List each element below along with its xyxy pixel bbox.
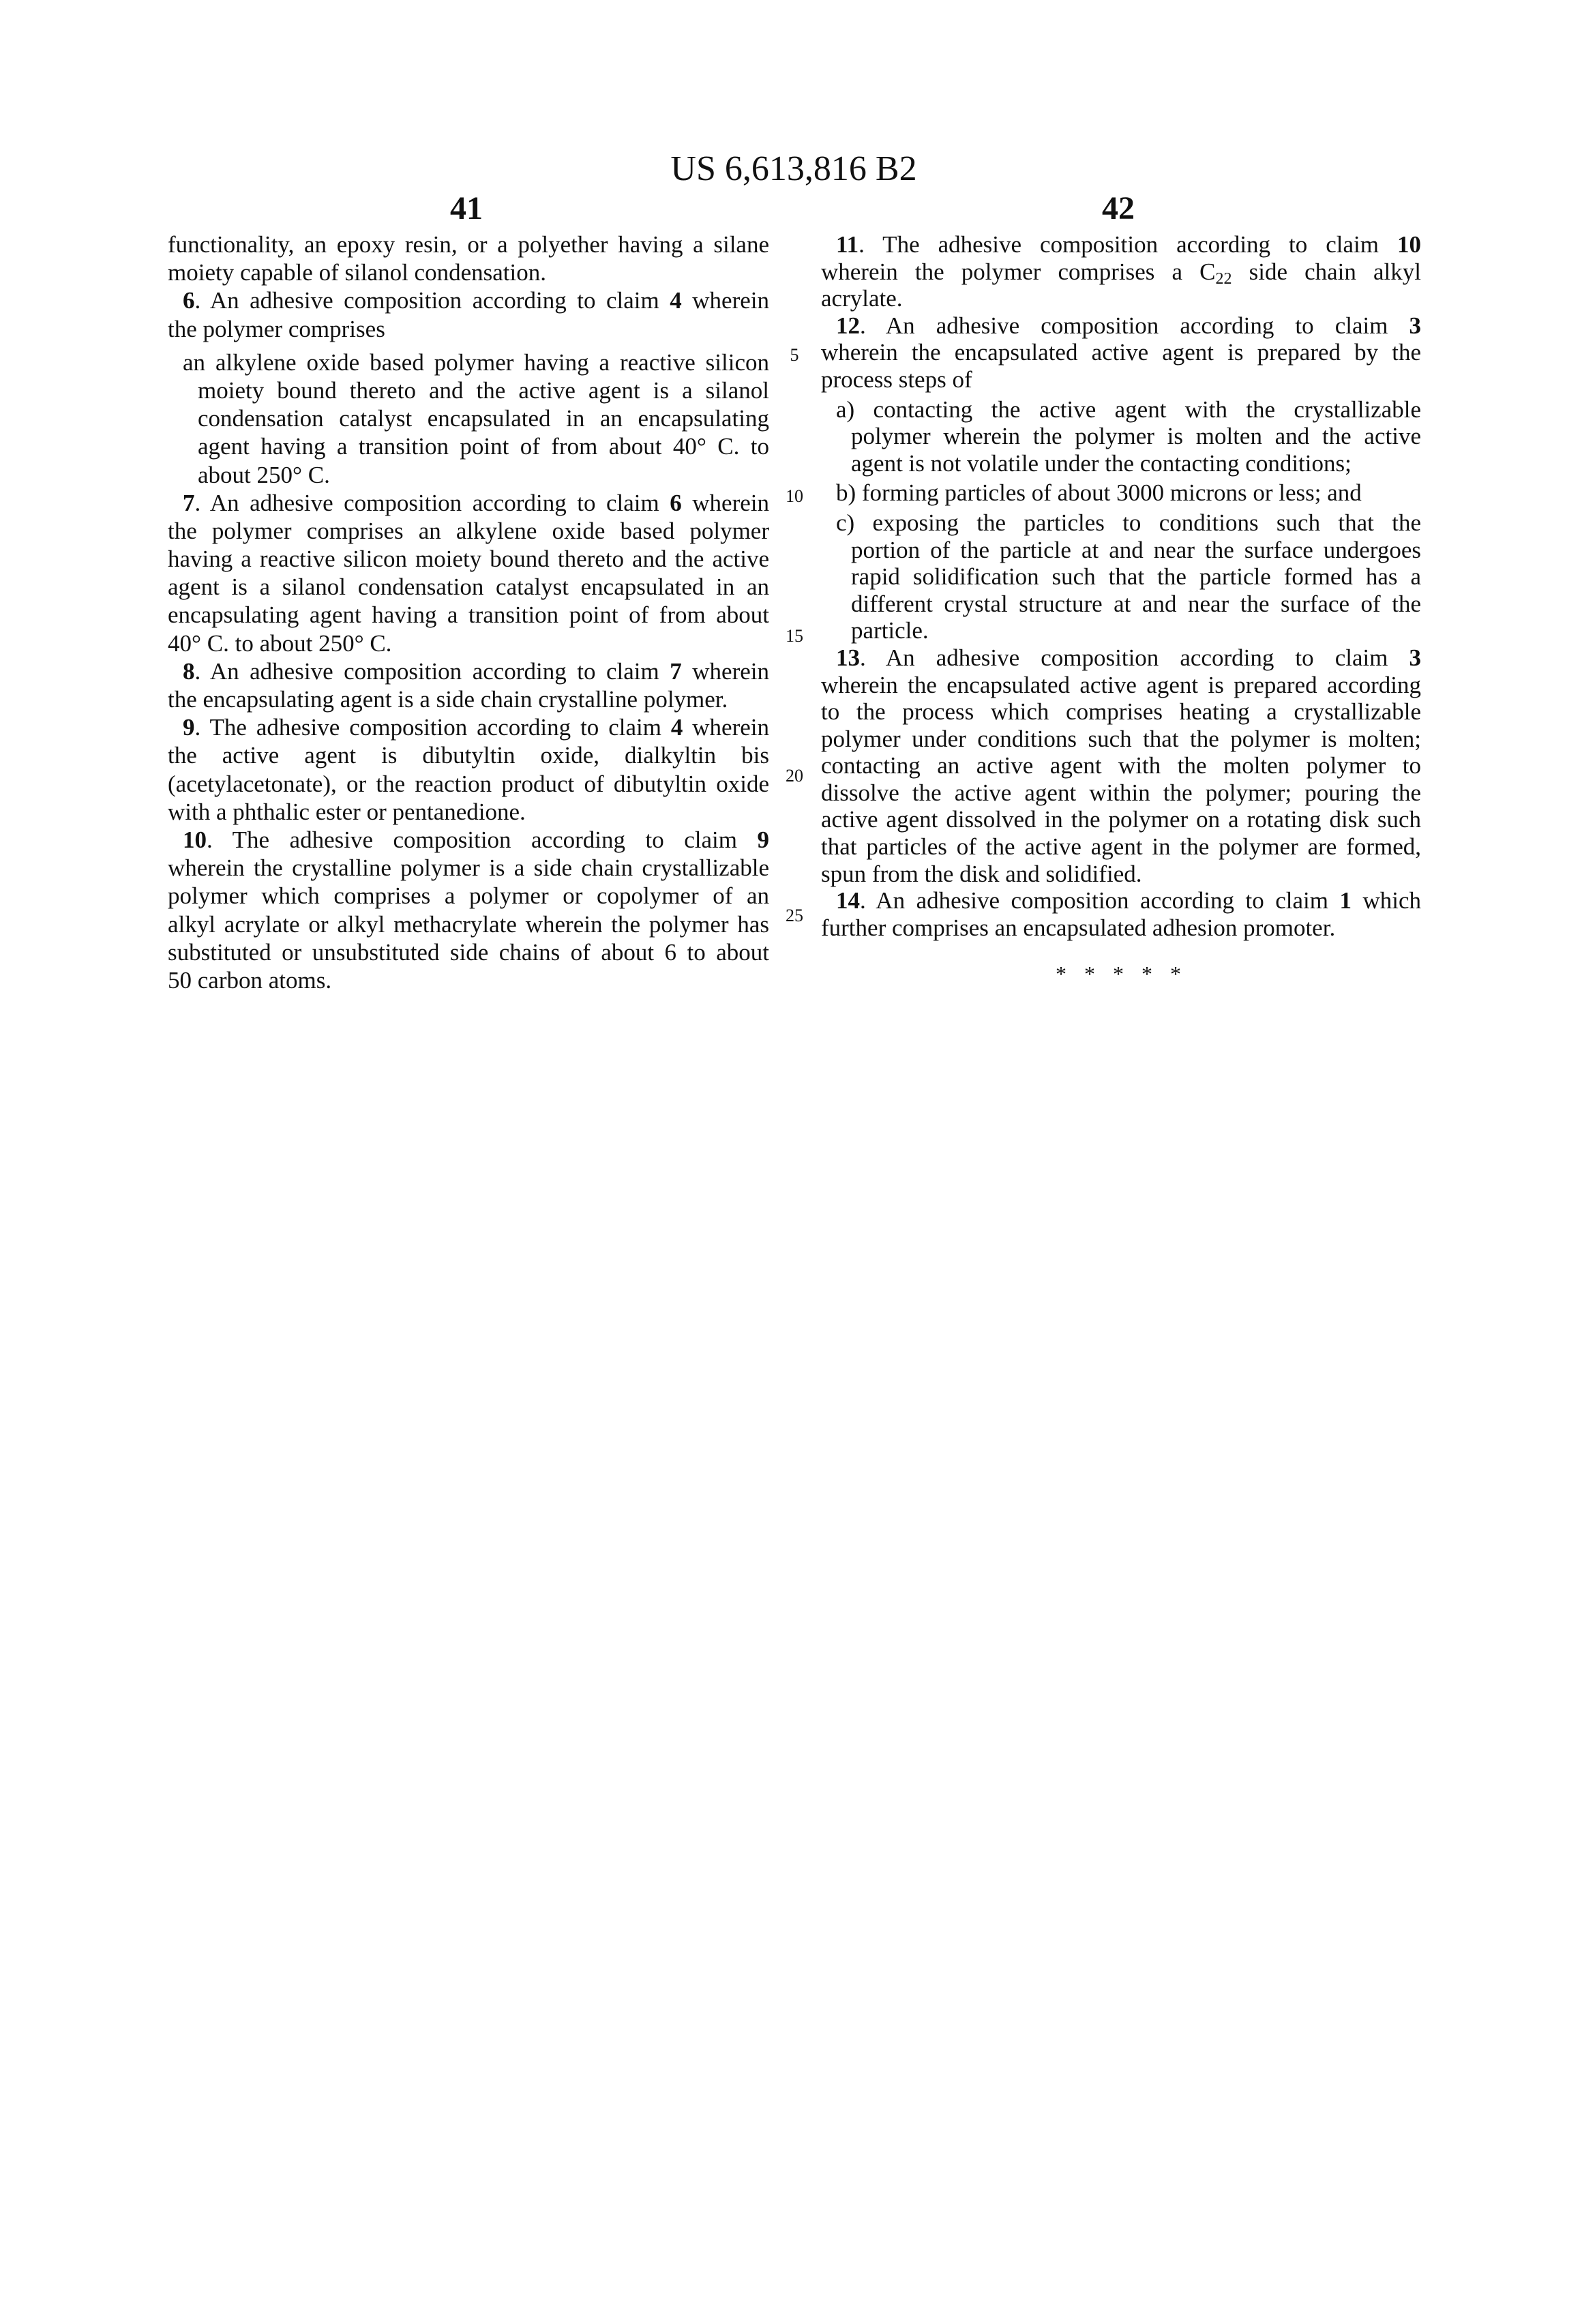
- line-number: 15: [777, 626, 811, 646]
- page-number-right: 42: [1050, 190, 1186, 228]
- claim-step: [821, 479, 1421, 507]
- text-line: 8. An adhesive composition according to claim 7 wherein: [168, 657, 769, 685]
- claim-reference: 1: [1339, 887, 1352, 914]
- claim-reference: 13: [836, 644, 860, 671]
- text-line: an alkylene oxide based polymer having a reactive silicon: [168, 348, 769, 376]
- text-line: 11. The adhesive composition according to claim 10: [821, 231, 1421, 258]
- line-number: 10: [777, 486, 811, 507]
- text-line: 40° C. to about 250° C.: [168, 629, 769, 657]
- text-line: 12. An adhesive composition according to claim 3: [821, 312, 1421, 340]
- text-line: portion of the particle at and near the surface undergoes: [821, 537, 1421, 564]
- claim-reference: 10: [1397, 231, 1421, 258]
- claim-reference: 11: [836, 231, 859, 258]
- text-line: agent is a silanol condensation catalyst encapsulated in an: [168, 573, 769, 601]
- text-line: moiety bound thereto and the active agent is a silanol: [168, 376, 769, 404]
- claim-reference: 4: [671, 714, 683, 741]
- right-column: [821, 231, 1421, 941]
- claim-reference: 7: [183, 490, 195, 516]
- text-line: the polymer comprises: [168, 315, 769, 343]
- text-line: process steps of: [821, 366, 1421, 393]
- claim-reference: 6: [183, 287, 195, 314]
- text-line: 13. An adhesive composition according to claim 3: [821, 644, 1421, 672]
- text-line: moiety capable of silanol condensation.: [168, 258, 769, 286]
- text-line: wherein the encapsulated active agent is prepared according: [821, 672, 1421, 699]
- claim-reference: 3: [1409, 312, 1422, 339]
- text-line: active agent dissolved in the polymer on a rotating disk such: [821, 806, 1421, 833]
- line-number: 5: [777, 345, 811, 366]
- text-line: about 250° C.: [168, 461, 769, 489]
- text-line: rapid solidification such that the particle formed has a: [821, 563, 1421, 591]
- text-line: 6. An adhesive composition according to claim 4 wherein: [168, 286, 769, 314]
- claim-paragraph: [168, 713, 769, 826]
- text-line: the active agent is dibutyltin oxide, dialkyltin bis: [168, 741, 769, 769]
- text-line: agent having a transition point of from about 40° C. to: [168, 432, 769, 460]
- text-line: functionality, an epoxy resin, or a polyether having a silane: [168, 230, 769, 258]
- text-line: that particles of the active agent in the polymer are formed,: [821, 833, 1421, 861]
- text-line: c) exposing the particles to conditions such that the: [821, 509, 1421, 537]
- text-line: different crystal structure at and near the surface of the: [821, 591, 1421, 618]
- line-number: 20: [777, 766, 811, 786]
- text-line: 7. An adhesive composition according to claim 6 wherein: [168, 489, 769, 517]
- text-line: contacting an active agent with the molten polymer to: [821, 752, 1421, 779]
- end-marker: * * * * *: [982, 962, 1255, 987]
- text-line: 9. The adhesive composition according to claim 4 wherein: [168, 713, 769, 741]
- text-line: a) contacting the active agent with the crystallizable: [821, 396, 1421, 423]
- text-line: polymer wherein the polymer is molten and the active: [821, 423, 1421, 450]
- text-line: (acetylacetonate), or the reaction product of dibutyltin oxide: [168, 770, 769, 798]
- subscript: 22: [1216, 270, 1232, 286]
- claim-paragraph: [168, 489, 769, 657]
- text-line: further comprises an encapsulated adhesion promoter.: [821, 914, 1421, 942]
- text-line: b) forming particles of about 3000 microns or less; and: [821, 479, 1421, 507]
- text-line: polymer under conditions such that the polymer is molten;: [821, 726, 1421, 753]
- text-line: wherein the crystalline polymer is a side chain crystallizable: [168, 854, 769, 882]
- claim-step: [821, 396, 1421, 477]
- claim-reference: 10: [183, 826, 207, 853]
- text-paragraph: [168, 230, 769, 286]
- text-line: substituted or unsubstituted side chains of about 6 to about: [168, 938, 769, 966]
- claim-reference: 12: [836, 312, 860, 339]
- claim-paragraph: [168, 657, 769, 713]
- claim-reference: 8: [183, 658, 195, 685]
- text-line: encapsulating agent having a transition point of from about: [168, 601, 769, 629]
- claim-paragraph: [821, 312, 1421, 393]
- text-line: to the process which comprises heating a crystallizable: [821, 698, 1421, 726]
- claim-reference: 14: [836, 887, 860, 914]
- text-line: dissolve the active agent within the polymer; pouring the: [821, 779, 1421, 807]
- claim-reference: 6: [670, 490, 682, 516]
- left-column: [168, 230, 769, 994]
- text-line: 10. The adhesive composition according to claim 9: [168, 826, 769, 854]
- claim-paragraph: [168, 286, 769, 342]
- text-line: wherein the polymer comprises a C22 side chain alkyl: [821, 258, 1421, 286]
- claim-paragraph: [821, 887, 1421, 941]
- claim-paragraph: [821, 231, 1421, 312]
- claim-reference: 3: [1409, 644, 1422, 671]
- text-line: acrylate.: [821, 285, 1421, 312]
- text-line: wherein the encapsulated active agent is prepared by the: [821, 339, 1421, 366]
- claim-paragraph: [821, 644, 1421, 887]
- line-number: 25: [777, 906, 811, 926]
- patent-number: US 6,613,816 B2: [0, 149, 1582, 190]
- text-line: 50 carbon atoms.: [168, 966, 769, 994]
- claim-reference: 7: [670, 658, 682, 685]
- text-line: 14. An adhesive composition according to claim 1 which: [821, 887, 1421, 914]
- text-line: the encapsulating agent is a side chain crystalline polymer.: [168, 685, 769, 713]
- text-line: with a phthalic ester or pentanedione.: [168, 798, 769, 826]
- claim-paragraph: [168, 826, 769, 994]
- text-line: condensation catalyst encapsulated in an encapsulating: [168, 404, 769, 432]
- text-line: agent is not volatile under the contacting conditions;: [821, 450, 1421, 477]
- text-line: spun from the disk and solidified.: [821, 861, 1421, 888]
- text-line: the polymer comprises an alkylene oxide based polymer: [168, 517, 769, 545]
- claim-reference: 9: [758, 826, 770, 853]
- text-line: polymer which comprises a polymer or copolymer of an: [168, 882, 769, 910]
- claim-reference: 9: [183, 714, 195, 741]
- claim-step: [821, 509, 1421, 644]
- claim-step: [168, 348, 769, 489]
- text-line: particle.: [821, 617, 1421, 644]
- claim-reference: 4: [670, 287, 682, 314]
- text-line: alkyl acrylate or alkyl methacrylate wherein the polymer has: [168, 910, 769, 938]
- page-number-left: 41: [398, 190, 535, 228]
- text-line: having a reactive silicon moiety bound thereto and the active: [168, 545, 769, 573]
